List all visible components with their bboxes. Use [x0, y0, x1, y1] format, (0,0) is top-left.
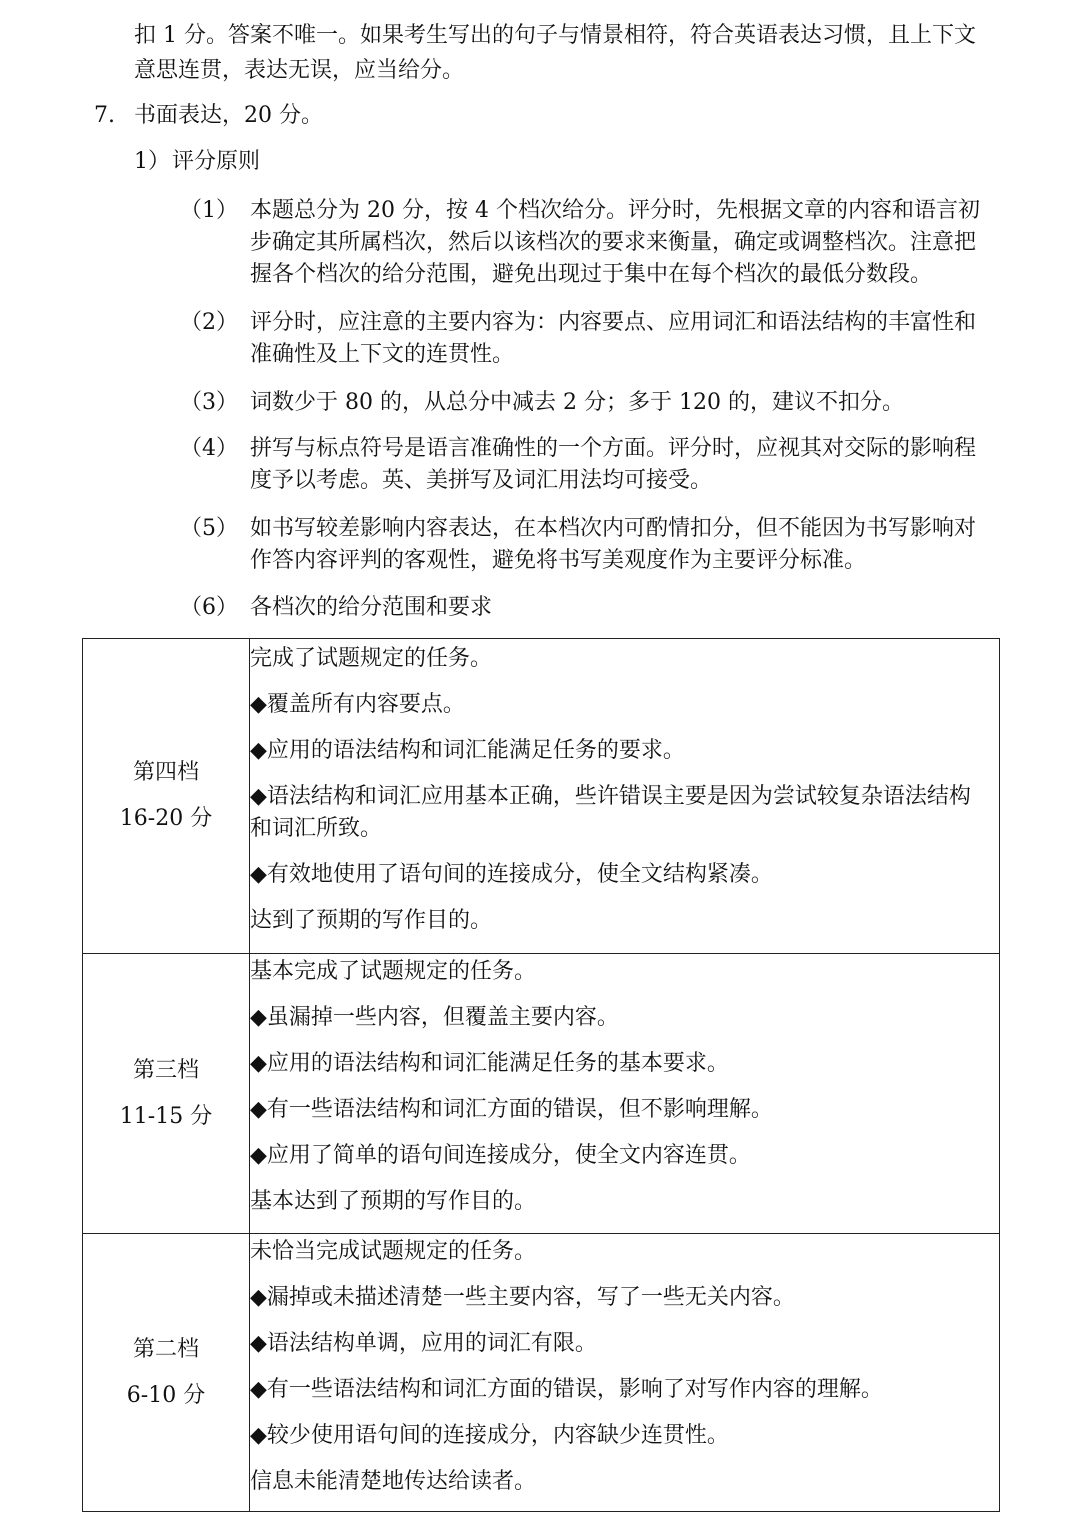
- rule-2-number: （2）: [180, 310, 238, 335]
- band-criterion: ◆语法结构单调，应用的词汇有限。: [250, 1331, 597, 1356]
- band-row-4: [83, 639, 1000, 954]
- band-criterion: ◆虽漏掉一些内容，但覆盖主要内容。: [250, 1005, 619, 1030]
- band-criterion: ◆漏掉或未描述清楚一些主要内容，写了一些无关内容。: [250, 1285, 795, 1310]
- band-name: 第三档: [132, 1057, 199, 1083]
- band-criterion: ◆有效地使用了语句间的连接成分，使全文结构紧凑。: [250, 862, 773, 887]
- band-conclusion: 信息未能清楚地传达给读者。: [250, 1469, 537, 1494]
- band-criterion: ◆语法结构和词汇应用基本正确，些许错误主要是因为尝试较复杂语法结构: [250, 784, 971, 809]
- rule-4-line-2: 度予以考虑。英、美拼写及词汇用法均可接受。: [250, 468, 713, 493]
- subsection-title: 评分原则: [172, 149, 261, 174]
- band-criterion: ◆应用的语法结构和词汇能满足任务的基本要求。: [250, 1051, 729, 1076]
- rule-2-line-1: 评分时，应注意的主要内容为：内容要点、应用词汇和语法结构的丰富性和: [250, 310, 977, 335]
- band-label-cell: [83, 954, 250, 1234]
- rule-5-number: （5）: [180, 516, 238, 541]
- rule-4-number: （4）: [180, 436, 238, 461]
- band-label-cell: [83, 639, 250, 954]
- rule-3-number: （3）: [180, 390, 238, 415]
- rule-5-line-1: 如书写较差影响内容表达，在本档次内可酌情扣分，但不能因为书写影响对: [250, 516, 977, 541]
- band-row-3: [83, 954, 1000, 1234]
- rule-1-line-1: 本题总分为 20 分，按 4 个档次给分。评分时，先根据文章的内容和语言初: [250, 198, 980, 223]
- band-summary: 完成了试题规定的任务。: [250, 646, 493, 671]
- band-name: 第四档: [132, 760, 199, 785]
- intro-line-1: 扣 1 分。答案不唯一。如果考生写出的句子与情景相符，符合英语表达习惯，且上下文: [134, 23, 976, 48]
- band-criterion: ◆应用了简单的语句间连接成分，使全文内容连贯。: [250, 1143, 751, 1168]
- band-description-cell: [250, 639, 1000, 954]
- rule-2-line-2: 准确性及上下文的连贯性。: [250, 342, 515, 367]
- rule-4-line-1: 拼写与标点符号是语言准确性的一个方面。评分时，应视其对交际的影响程: [250, 436, 977, 461]
- intro-line-2: 意思连贯，表达无误，应当给分。: [134, 58, 465, 83]
- band-criterion: ◆应用的语法结构和词汇能满足任务的要求。: [250, 738, 685, 763]
- band-summary: 基本完成了试题规定的任务。: [250, 959, 537, 984]
- section-number: 7.: [94, 103, 115, 128]
- rule-5-line-2: 作答内容评判的客观性，避免将书写美观度作为主要评分标准。: [250, 548, 867, 573]
- band-criterion: ◆有一些语法结构和词汇方面的错误，但不影响理解。: [250, 1097, 773, 1122]
- section-title: 书面表达，20 分。: [134, 103, 323, 128]
- band-row-2: [83, 1234, 1000, 1512]
- band-score-range: 6-10 分: [126, 1382, 206, 1408]
- band-summary: 未恰当完成试题规定的任务。: [250, 1239, 537, 1264]
- rule-1-number: （1）: [180, 198, 238, 223]
- rule-3-line-1: 词数少于 80 的，从总分中减去 2 分；多于 120 的，建议不扣分。: [250, 390, 904, 415]
- band-criterion: ◆覆盖所有内容要点。: [250, 692, 465, 717]
- rule-1-line-3: 握各个档次的给分范围，避免出现过于集中在每个档次的最低分数段。: [250, 262, 933, 287]
- band-conclusion: 达到了预期的写作目的。: [250, 908, 493, 933]
- band-criterion: ◆较少使用语句间的连接成分，内容缺少连贯性。: [250, 1423, 729, 1448]
- subsection-number: 1）: [134, 149, 170, 174]
- band-label-cell: [83, 1234, 250, 1512]
- band-name: 第二档: [132, 1336, 199, 1362]
- band-description-cell: [250, 1234, 1000, 1512]
- band-conclusion: 基本达到了预期的写作目的。: [250, 1189, 537, 1214]
- grading-bands-table: [82, 638, 1000, 1512]
- band-criterion: ◆有一些语法结构和词汇方面的错误，影响了对写作内容的理解。: [250, 1377, 883, 1402]
- rule-6-number: （6）: [180, 595, 238, 620]
- rule-6-line-1: 各档次的给分范围和要求: [250, 595, 493, 620]
- rule-1-line-2: 步确定其所属档次，然后以该档次的要求来衡量，确定或调整档次。注意把: [250, 230, 977, 255]
- band-score-range: 11-15 分: [119, 1103, 213, 1129]
- band-description-cell: [250, 954, 1000, 1234]
- band-score-range: 16-20 分: [119, 806, 213, 831]
- band-criterion-continued: 和词汇所致。: [250, 816, 383, 841]
